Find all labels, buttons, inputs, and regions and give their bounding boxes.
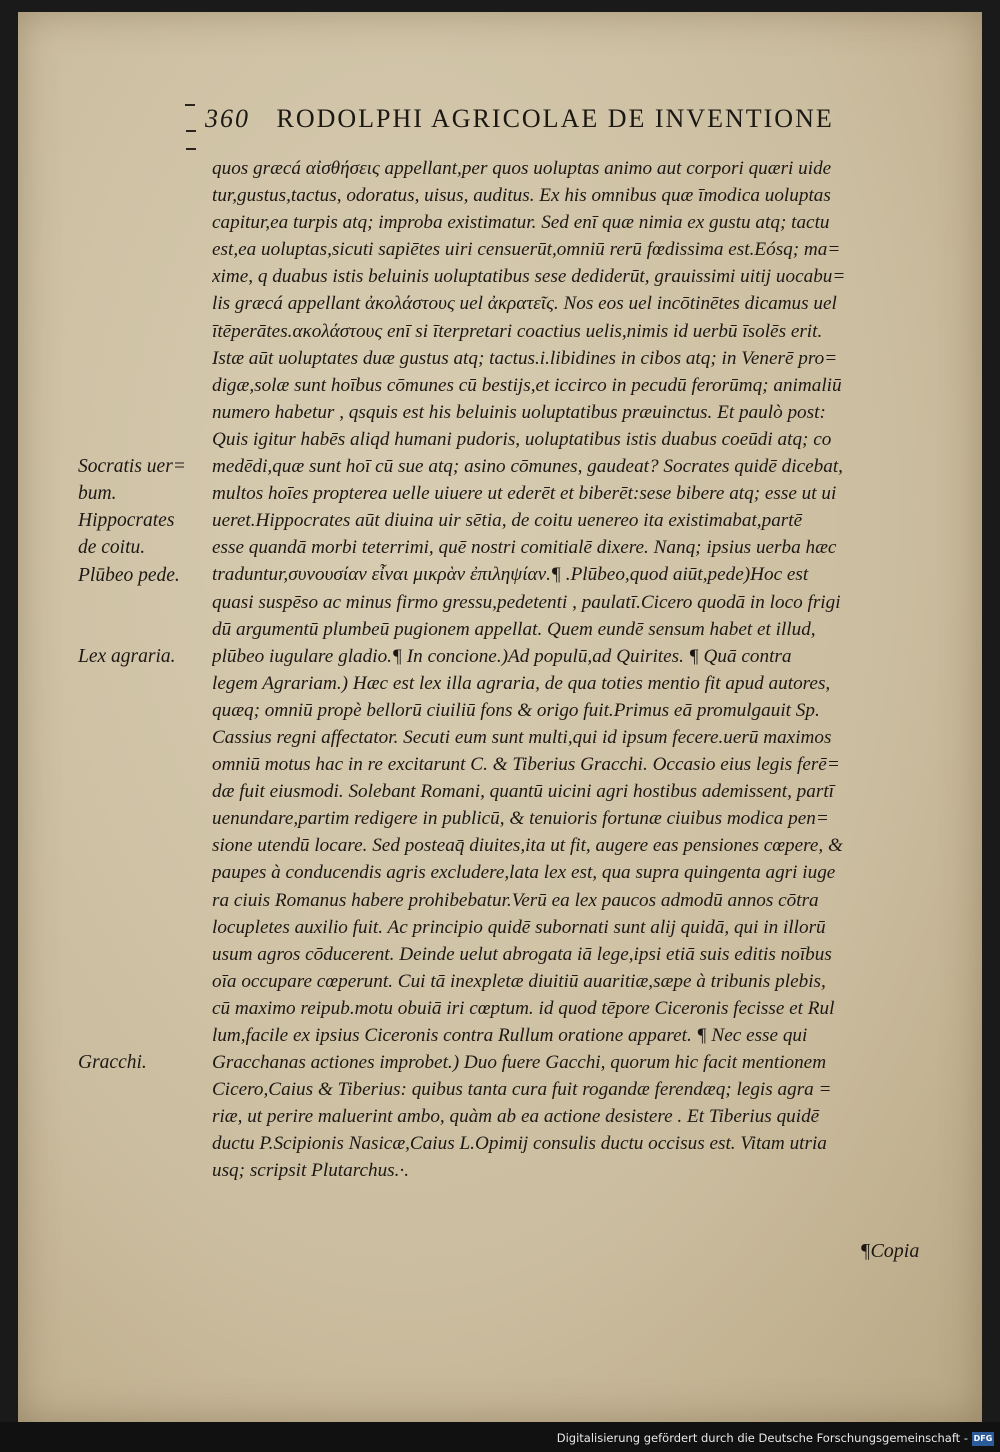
margin-note: Socratis uer=: [78, 456, 186, 478]
text-line: multos hoīes propterea uelle uiuere ut ederēt et biberēt:sese bibere atq; esse ut ui: [212, 483, 837, 505]
text-line: est,ea uoluptas,sicuti sapiētes uiri censuerūt,omniū rerū fœdissima est.Eósq; ma=: [212, 239, 841, 261]
text-line: ra ciuis Romanus habere prohibebatur.Verū ea lex paucos admodū annos cōtra: [212, 889, 819, 911]
text-line: cū maximo reipub.motu obuiā iri cœptum. id quod tēpore Ciceronis fecisse et Rul: [212, 997, 835, 1019]
text-line: locupletes auxilio fuit. Ac principio quidē subornati sunt alij quidā, qui in illorū: [212, 916, 826, 938]
text-line: numero habetur , qsquis est his beluinis uoluptatibus præuinctus. Et paulò post:: [212, 401, 826, 423]
text-line: paupes à conducendis agris excludere,lata lex est, qua supra quingenta agri iuge: [212, 862, 836, 884]
text-line: Quis igitur habēs aliqd humani pudoris, uoluptatibus istis duabus coeūdi atq; co: [212, 428, 832, 450]
text-line: capitur,ea turpis atq; improba existimatur. Sed enī quæ nimia ex gustu atq; tactu: [212, 212, 830, 234]
text-line: riæ, ut perire maluerint ambo, quàm ab ea actione desistere . Et Tiberius quidē: [212, 1106, 820, 1128]
text-line: Istæ aūt uoluptates duæ gustus atq; tactus.i.libidines in cibos atq; in Venerē pro=: [212, 347, 838, 369]
text-line: Gracchanas actiones improbet.) Duo fuere Gacchi, quorum hic facit mentionem: [212, 1052, 827, 1074]
text-line: quæq; omniū propè bellorū ciuiliū fons & origo fuit.Primus eā promulgauit Sp.: [212, 699, 820, 721]
ink-mark: [185, 104, 195, 106]
margin-note: bum.: [78, 483, 117, 505]
text-line: Cassius regni affectator. Secuti eum sunt multi,qui id ipsum fecere.uerū maximos: [212, 726, 832, 748]
text-line: ītēperātes.ακολάστους enī si īterpretari coactius uelis,nimis id uerbū īsolēs erit.: [212, 320, 823, 342]
text-line: ductu P.Scipionis Nasicæ,Caius L.Opimij consulis ductu occisus est. Vitam utria: [212, 1133, 827, 1155]
catchword: ¶Copia: [860, 1240, 920, 1262]
text-line: quos græcá αἰσθήσεις appellant,per quos uoluptas animo aut corpori quæri uide: [212, 158, 832, 179]
text-line: uenundare,partim redigere in publicū, & tenuioris fortunæ ciuibus modica pen=: [212, 808, 829, 830]
text-line: legem Agrariam.) Hæc est lex illa agraria, de qua toties mentio fit apud autores,: [212, 672, 831, 694]
text-line: digæ,solæ sunt hoībus cōmunes cū bestijs,et iccirco in pecudū ferorūmq; animaliū: [212, 374, 842, 396]
text-line: omniū motus hac in re excitarunt C. & Tiberius Gracchi. Occasio eius legis ferē=: [212, 754, 840, 776]
ink-mark: [186, 148, 196, 150]
text-line: xime, q duabus istis beluinis uoluptatibus sese dediderūt, grauissimi uitij uocabu=: [212, 266, 846, 288]
running-header: [205, 104, 834, 134]
text-line: quasi suspēso ac minus firmo gressu,pedetenti , paulatī.Cicero quodā in loco frigi: [212, 591, 841, 613]
digitization-footer: [0, 1422, 1000, 1452]
text-line: ueret.Hippocrates aūt diuina uir sētia, de coitu uenereo ita existimabat,partē: [212, 510, 803, 532]
running-title: RODOLPHI AGRICOLAE DE INVENTIONE: [276, 104, 834, 133]
text-line: lum,facile ex ipsius Ciceronis contra Rullum oratione apparet. ¶ Nec esse qui: [212, 1025, 808, 1046]
margin-note: Lex agraria.: [78, 645, 176, 667]
text-line: sione utendū locare. Sed posteaq̄ diuites,ita ut fit, augere eas pensiones cœpere, &: [212, 835, 843, 857]
text-line: esse quandā morbi teterrimi, quē nostri comitialē dixere. Nanq; ipsius uerba hæc: [212, 537, 837, 559]
text-line: usum agros cōducerent. Deinde uelut abrogata iā lege,ipsi etiā suis editis noībus: [212, 943, 832, 965]
margin-note: de coitu.: [78, 537, 146, 559]
text-line: Cicero,Caius & Tiberius: quibus tanta cura fuit rogandæ ferendæq; legis agra =: [212, 1079, 832, 1101]
text-line: dæ fuit eiusmodi. Solebant Romani, quantū uicini agri hostibus ademissent, partī: [212, 781, 834, 803]
page-number: 360: [205, 104, 250, 133]
text-line: oīa occupare cœperunt. Cui tā inexpletæ diuitiū auaritiæ,sæpe à tribunis plebis,: [212, 970, 826, 992]
text-line: traduntur,συνουσίαν εἶναι μικρὰν ἐπιληψίαν.¶ .Plūbeo,quod aiūt,pede)Hoc est: [212, 564, 809, 586]
dfg-logo-icon: DFG: [972, 1432, 994, 1446]
ink-mark: [186, 130, 196, 132]
margin-note: Plūbeo pede.: [78, 564, 180, 586]
margin-note: Gracchi.: [78, 1052, 147, 1074]
funding-credit: Digitalisierung gefördert durch die Deutsche Forschungsgemeinschaft -: [556, 1431, 968, 1445]
margin-note: Hippocrates: [78, 510, 175, 532]
text-line: tur,gustus,tactus, odoratus, uisus, auditus. Ex his omnibus quæ īmodica uoluptas: [212, 185, 831, 207]
text-line: plūbeo iugulare gladio.¶ In concione.)Ad populū,ad Quirites. ¶ Quā contra: [212, 645, 792, 667]
text-line: dū argumentū plumbeū pugionem appellat. Quem eundē sensum habet et illud,: [212, 618, 816, 640]
text-line: lis græcá appellant ἀκολάστους uel ἀκρατεῖς. Nos eos uel incōtinētes dicamus uel: [212, 293, 837, 315]
body-text: [212, 155, 942, 1185]
text-line: medēdi,quæ sunt hoī cū sue atq; asino cōmunes, gaudeat? Socrates quidē dicebat,: [212, 456, 843, 478]
text-line: usq; scripsit Plutarchus.·.: [212, 1160, 410, 1182]
